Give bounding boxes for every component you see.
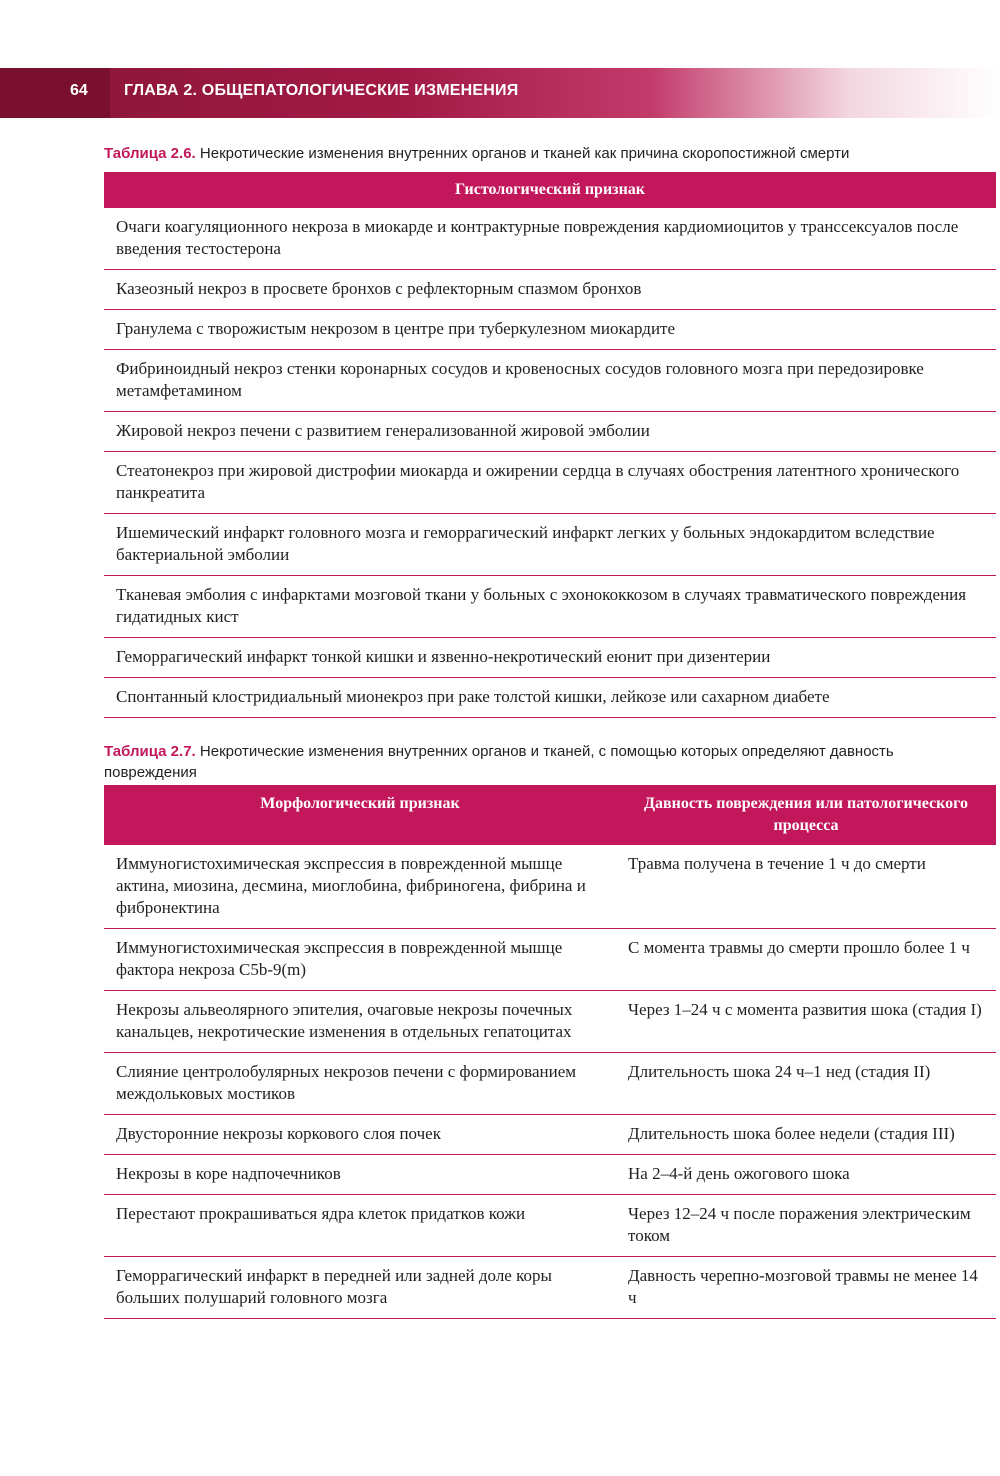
table-row [104, 310, 996, 350]
table-row [104, 1195, 996, 1257]
table-row [104, 678, 996, 718]
histological-sign-cell: Геморрагический инфаркт тонкой кишки и язвенно-некротический еюнит при дизентерии [104, 638, 996, 678]
table-2-7-header-duration: Давность повреждения или патологического процесса [616, 785, 996, 845]
chapter-title: ГЛАВА 2. ОБЩЕПАТОЛОГИЧЕСКИЕ ИЗМЕНЕНИЯ [124, 82, 519, 99]
table-row [104, 350, 996, 412]
table-2-6 [104, 172, 996, 718]
histological-sign-cell: Стеатонекроз при жировой дистрофии миокарда и ожирении сердца в случаях обострения латентного хронического панкреатита [104, 452, 996, 514]
table-2-7-header-morphology: Морфологический признак [104, 785, 616, 845]
table-row [104, 1155, 996, 1195]
table-2-6-label: Таблица 2.6. [104, 145, 196, 162]
table-2-7-caption [104, 741, 954, 783]
table-row [104, 845, 996, 929]
morphological-sign-cell: Двусторонние некрозы коркового слоя почек [104, 1115, 616, 1155]
histological-sign-cell: Гранулема с творожистым некрозом в центре при туберкулезном миокардите [104, 310, 996, 350]
histological-sign-cell: Очаги коагуляционного некроза в миокарде и контрактурные повреждения кардиомиоцитов у транссексуалов после введения тестостерона [104, 208, 996, 270]
morphological-sign-cell: Перестают прокрашиваться ядра клеток придатков кожи [104, 1195, 616, 1257]
morphological-sign-cell: Некрозы в коре надпочечников [104, 1155, 616, 1195]
table-row [104, 638, 996, 678]
table-row [104, 576, 996, 638]
histological-sign-cell: Тканевая эмболия с инфарктами мозговой ткани у больных с эхонококкозом в случаях травматического повреждения гидатидных кист [104, 576, 996, 638]
damage-duration-cell: С момента травмы до смерти прошло более 1 ч [616, 929, 996, 991]
morphological-sign-cell: Слияние центролобулярных некрозов печени с формированием междольковых мостиков [104, 1053, 616, 1115]
damage-duration-cell: Через 1–24 ч с момента развития шока (стадия I) [616, 991, 996, 1053]
table-row [104, 1115, 996, 1155]
morphological-sign-cell: Некрозы альвеолярного эпителия, очаговые некрозы почечных канальцев, некротические изменения в отдельных гепатоцитах [104, 991, 616, 1053]
table-row [104, 208, 996, 270]
page-number-box [0, 68, 110, 118]
table-row [104, 412, 996, 452]
histological-sign-cell: Спонтанный клостридиальный мионекроз при раке толстой кишки, лейкозе или сахарном диабете [104, 678, 996, 718]
table-2-7-label: Таблица 2.7. [104, 743, 196, 760]
table-row [104, 991, 996, 1053]
histological-sign-cell: Ишемический инфаркт головного мозга и геморрагический инфаркт легких у больных эндокардитом вследствие бактериальной эмболии [104, 514, 996, 576]
table-2-6-header: Гистологический признак [104, 172, 996, 208]
table-2-6-caption-text: Некротические изменения внутренних органов и тканей как причина скоропостижной смерти [199, 145, 850, 162]
morphological-sign-cell: Иммуногистохимическая экспрессия в поврежденной мышце фактора некроза С5b-9(m) [104, 929, 616, 991]
page-number: 64 [70, 82, 88, 99]
damage-duration-cell: Травма получена в течение 1 ч до смерти [616, 845, 996, 929]
table-row [104, 452, 996, 514]
table-row [104, 929, 996, 991]
table-row [104, 1257, 996, 1319]
morphological-sign-cell: Иммуногистохимическая экспрессия в поврежденной мышце актина, миозина, десмина, миоглобина, фибриногена, фибрина и фибронектина [104, 845, 616, 929]
damage-duration-cell: Через 12–24 ч после поражения электрическим током [616, 1195, 996, 1257]
table-2-7-caption-text: Некротические изменения внутренних органов и тканей, с помощью которых определяют давность повреждения [104, 743, 894, 781]
table-2-6-caption [104, 143, 984, 164]
histological-sign-cell: Жировой некроз печени с развитием генерализованной жировой эмболии [104, 412, 996, 452]
morphological-sign-cell: Геморрагический инфаркт в передней или задней доле коры больших полушарий головного мозга [104, 1257, 616, 1319]
table-row [104, 270, 996, 310]
table-row [104, 1053, 996, 1115]
table-2-7 [104, 785, 996, 1319]
damage-duration-cell: Длительность шока более недели (стадия III) [616, 1115, 996, 1155]
histological-sign-cell: Фибриноидный некроз стенки коронарных сосудов и кровеносных сосудов головного мозга при передозировке метамфетамином [104, 350, 996, 412]
damage-duration-cell: На 2–4-й день ожогового шока [616, 1155, 996, 1195]
table-row [104, 514, 996, 576]
histological-sign-cell: Казеозный некроз в просвете бронхов с рефлекторным спазмом бронхов [104, 270, 996, 310]
damage-duration-cell: Давность черепно-мозговой травмы не менее 14 ч [616, 1257, 996, 1319]
damage-duration-cell: Длительность шока 24 ч–1 нед (стадия II) [616, 1053, 996, 1115]
